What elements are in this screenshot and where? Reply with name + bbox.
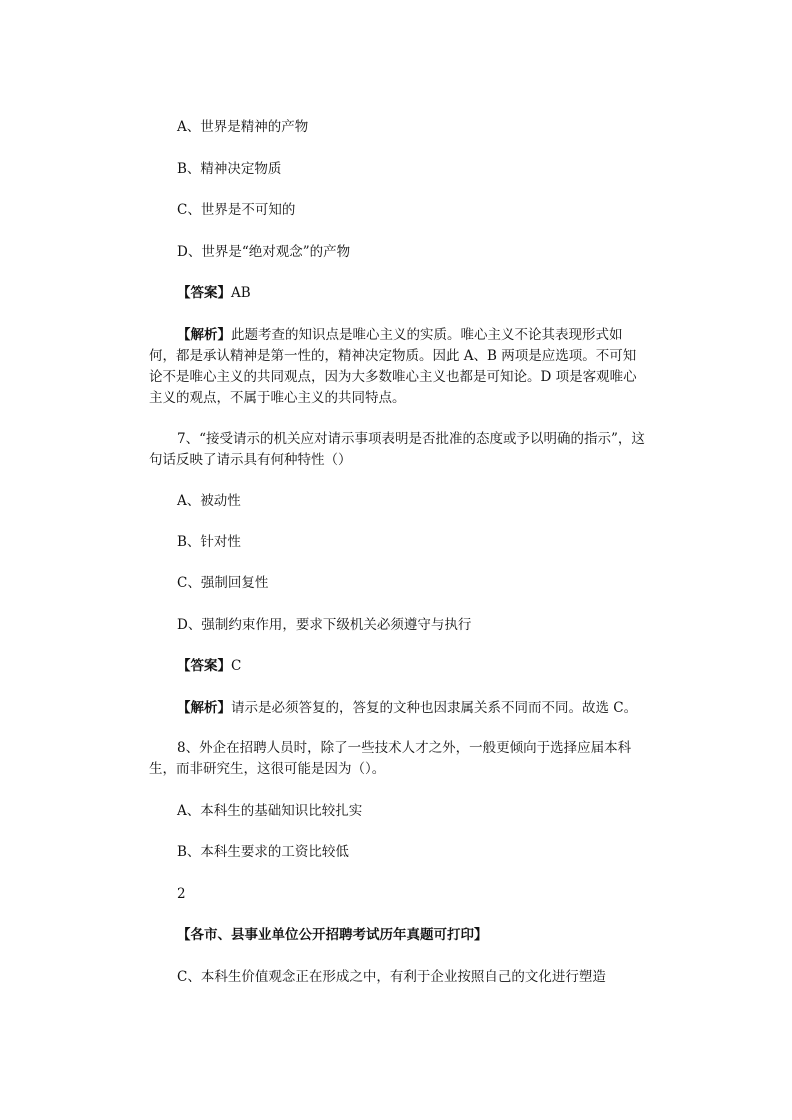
q7-option-d: D、强制约束作用，要求下级机关必须遵守与执行: [177, 617, 472, 633]
analysis-tag: 【解析】: [177, 327, 231, 343]
q6-answer: [177, 284, 251, 302]
q8-option-b: B、本科生要求的工资比较低: [177, 844, 349, 860]
q8-option-c: C、本科生价值观念正在形成之中，有利于企业按照自己的文化进行塑造: [177, 969, 606, 985]
answer-tag: 【答案】: [177, 285, 231, 301]
q7-option-b: B、针对性: [177, 534, 241, 550]
q6-option-a: A、世界是精神的产物: [177, 119, 309, 135]
q6-analysis: [149, 325, 647, 409]
answer-value: AB: [231, 285, 251, 301]
analysis-tag: 【解析】: [177, 700, 231, 716]
q6-option-d: D、世界是“绝对观念”的产物: [177, 244, 351, 260]
q7-option-a: A、被动性: [177, 493, 241, 509]
q6-option-b: B、精神决定物质: [177, 161, 282, 177]
document-banner: 【各市、县事业单位公开招聘考试历年真题可打印】: [177, 927, 488, 943]
q8-question: 8、外企在招聘人员时，除了一些技术人才之外，一般更倾向于选择应届本科生，而非研究生，这很可能是因为（）。: [149, 740, 632, 777]
answer-tag: 【答案】: [177, 658, 231, 674]
q7-option-c: C、强制回复性: [177, 575, 269, 591]
q6-option-c: C、世界是不可知的: [177, 202, 296, 218]
page-number: 2: [177, 886, 186, 902]
analysis-text: 此题考查的知识点是唯心主义的实质。唯心主义不论其表现形式如何，都是承认精神是第一性的，精神决定物质。因此 A、B 两项是应选项。不可知论不是唯心主义的共同观点，因为大多数唯心主义也都是可知论。D 项是客观唯心主义的观点，不属于唯心主义的共同特点。: [149, 327, 637, 406]
q7-analysis: [177, 699, 637, 717]
analysis-text: 请示是必须答复的，答复的文种也因隶属关系不同而不同。故选 C。: [231, 700, 638, 716]
q8-option-a: A、本科生的基础知识比较扎实: [177, 803, 363, 819]
q7-question: 7、“接受请示的机关应对请示事项表明是否批准的态度或予以明确的指示”，这句话反映了请示具有何种特性（）: [149, 431, 645, 468]
q7-answer: [177, 657, 241, 675]
answer-value: C: [231, 658, 242, 674]
